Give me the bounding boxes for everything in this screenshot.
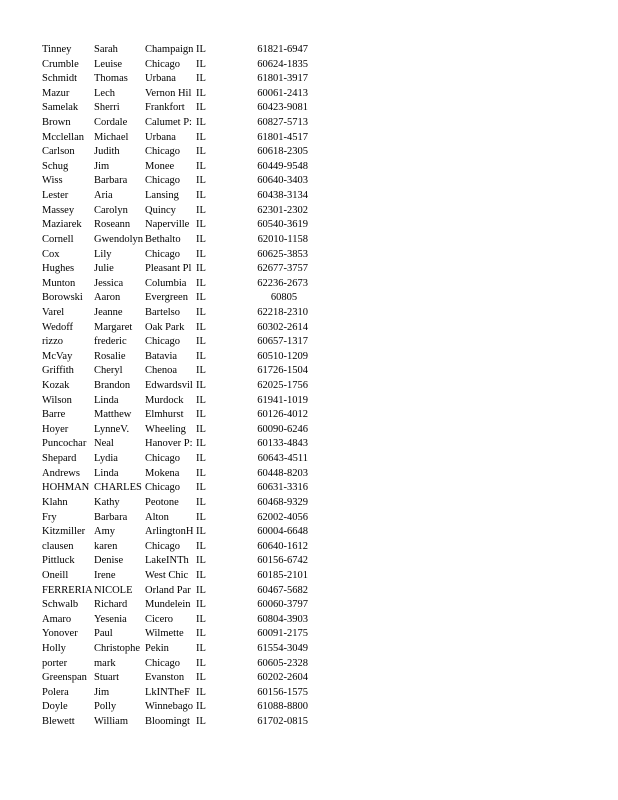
state-cell: IL [196, 277, 206, 289]
state-cell: IL [196, 87, 206, 99]
last-name-cell: Crumble [42, 58, 79, 70]
last-name-cell: rizzo [42, 336, 63, 348]
last-name-cell: Greenspan [42, 672, 87, 684]
zip-cell: 60091-2175 [257, 628, 308, 640]
state-cell: IL [196, 409, 206, 421]
state-cell: IL [196, 394, 206, 406]
first-name-cell: Yesenia [94, 613, 127, 625]
state-cell: IL [196, 365, 206, 377]
state-cell: IL [196, 131, 206, 143]
first-name-cell: Thomas [94, 73, 128, 85]
state-cell: IL [196, 453, 206, 465]
state-cell: IL [196, 380, 206, 392]
last-name-cell: Borowski [42, 292, 83, 304]
first-name-cell: Lydia [94, 453, 118, 465]
zip-cell: 60643-4511 [257, 453, 308, 465]
city-cell: Mundelein [145, 599, 191, 611]
last-name-cell: Munton [42, 277, 76, 289]
first-name-cell: Jim [94, 686, 110, 698]
zip-cell: 61702-0815 [257, 716, 308, 728]
city-cell: Chicago [145, 146, 180, 158]
first-name-cell: Kathy [94, 496, 120, 508]
state-cell: IL [196, 160, 206, 172]
city-cell: Wheeling [145, 423, 186, 435]
first-name-cell: Irene [94, 569, 116, 581]
first-name-cell: Roseann [94, 219, 131, 231]
last-name-cell: Kitzmiller [42, 526, 86, 538]
state-cell: IL [196, 584, 206, 596]
city-cell: Bloomingt [145, 716, 190, 728]
zip-cell: 61726-1504 [257, 365, 308, 377]
city-cell: Chicago [145, 657, 180, 669]
city-cell: Orland Par [145, 584, 191, 596]
city-cell: Columbia [145, 277, 187, 289]
city-cell: Alton [145, 511, 169, 523]
last-name-cell: Samelak [42, 102, 79, 114]
city-cell: Chenoa [145, 365, 178, 377]
last-name-cell: Wiss [42, 175, 63, 187]
zip-cell: 60827-5713 [257, 117, 308, 129]
last-name-cell: Carlson [42, 146, 75, 158]
last-name-cell: Schmidt [42, 73, 78, 85]
zip-cell: 60468-9329 [257, 496, 308, 508]
last-name-cell: Kozak [42, 380, 70, 392]
first-name-cell: William [94, 716, 128, 728]
first-name-cell: mark [94, 657, 116, 669]
state-cell: IL [196, 263, 206, 275]
last-name-cell: Shepard [42, 453, 77, 465]
first-name-cell: Linda [94, 467, 119, 479]
last-name-cell: Holly [42, 642, 66, 654]
last-name-cell: HOHMAN [42, 482, 90, 494]
zip-cell: 62002-4056 [257, 511, 308, 523]
state-cell: IL [196, 628, 206, 640]
first-name-cell: karen [94, 540, 118, 552]
city-cell: LakeINTh [145, 555, 189, 567]
state-cell: IL [196, 438, 206, 450]
city-cell: Cicero [145, 613, 173, 625]
city-cell: Murdock [145, 394, 184, 406]
last-name-cell: Mazur [42, 87, 70, 99]
city-cell: Evergreen [145, 292, 188, 304]
first-name-cell: Judith [94, 146, 120, 158]
zip-cell: 60133-4843 [257, 438, 308, 450]
city-cell: Lansing [145, 190, 179, 202]
city-cell: Batavia [145, 350, 178, 362]
state-cell: IL [196, 306, 206, 318]
first-name-cell: Jeanne [94, 306, 123, 318]
last-name-cell: Klahn [42, 496, 68, 508]
first-name-cell: Amy [94, 526, 115, 538]
first-name-cell: Barbara [94, 511, 128, 523]
last-name-cell: Schug [42, 160, 69, 172]
last-name-cell: Mcclellan [42, 131, 84, 143]
city-cell: Bartelso [145, 306, 180, 318]
zip-cell: 60618-2305 [257, 146, 308, 158]
city-cell: Chicago [145, 540, 180, 552]
first-name-cell: LynneV. [94, 423, 130, 435]
last-name-cell: Maziarek [42, 219, 82, 231]
first-name-cell: Sarah [94, 44, 118, 55]
last-name-cell: Yonover [42, 628, 78, 640]
city-cell: Chicago [145, 453, 180, 465]
zip-cell: 60640-1612 [257, 540, 308, 552]
state-cell: IL [196, 569, 206, 581]
zip-cell: 60156-6742 [257, 555, 308, 567]
state-cell: IL [196, 701, 206, 713]
zip-cell: 60449-9548 [257, 160, 308, 172]
state-cell: IL [196, 175, 206, 187]
state-cell: IL [196, 321, 206, 333]
first-name-cell: Lily [94, 248, 112, 260]
city-cell: Peotone [145, 496, 179, 508]
zip-cell: 62236-2673 [257, 277, 308, 289]
city-cell: Pekin [145, 642, 169, 654]
first-name-cell: Jessica [94, 277, 124, 289]
state-cell: IL [196, 219, 206, 231]
first-name-cell: Gwendolyn [94, 233, 143, 245]
city-cell: Urbana [145, 73, 176, 85]
first-name-cell: Jim [94, 160, 110, 172]
first-name-cell: Denise [94, 555, 124, 567]
city-cell: Wilmette [145, 628, 184, 640]
last-name-cell: porter [42, 657, 68, 669]
city-cell: Frankfort [145, 102, 185, 114]
first-name-cell: Lech [94, 87, 115, 99]
last-name-cell: Wedoff [42, 321, 74, 333]
zip-cell: 60061-2413 [257, 87, 308, 99]
last-name-cell: Oneill [42, 569, 69, 581]
last-name-cell: Fry [42, 511, 57, 523]
first-name-cell: Michael [94, 131, 129, 143]
last-name-cell: Wilson [42, 394, 72, 406]
zip-cell: 60467-5682 [257, 584, 308, 596]
city-cell: Vernon Hil [145, 87, 192, 99]
last-name-cell: Pittluck [42, 555, 75, 567]
city-cell: Bethalto [145, 233, 181, 245]
state-cell: IL [196, 686, 206, 698]
zip-cell: 61941-1019 [257, 394, 308, 406]
state-cell: IL [196, 555, 206, 567]
last-name-cell: Schwalb [42, 599, 79, 611]
last-name-cell: clausen [42, 540, 74, 552]
state-cell: IL [196, 102, 206, 114]
last-name-cell: Cox [42, 248, 60, 260]
state-cell: IL [196, 190, 206, 202]
state-cell: IL [196, 496, 206, 508]
state-cell: IL [196, 642, 206, 654]
first-name-cell: frederic [94, 336, 127, 348]
state-cell: IL [196, 467, 206, 479]
first-name-cell: Paul [94, 628, 113, 640]
last-name-cell: Varel [42, 306, 65, 318]
first-name-cell: Brandon [94, 380, 131, 392]
first-name-cell: CHARLES [94, 482, 142, 494]
last-name-cell: Andrews [42, 467, 80, 479]
zip-cell: 60438-3134 [257, 190, 308, 202]
zip-cell: 60510-1209 [257, 350, 308, 362]
state-cell: IL [196, 599, 206, 611]
last-name-cell: Tinney [42, 44, 72, 55]
city-cell: LkINTheF [145, 686, 190, 698]
city-cell: West Chic [145, 569, 189, 581]
zip-cell: 62677-3757 [257, 263, 308, 275]
state-cell: IL [196, 423, 206, 435]
zip-cell: 60804-3903 [257, 613, 308, 625]
zip-cell: 60540-3619 [257, 219, 308, 231]
zip-cell: 60448-8203 [257, 467, 308, 479]
city-cell: Hanover P: [145, 438, 193, 450]
city-cell: Chicago [145, 336, 180, 348]
city-cell: Chicago [145, 175, 180, 187]
city-cell: Chicago [145, 248, 180, 260]
first-name-cell: Linda [94, 394, 119, 406]
city-cell: Elmhurst [145, 409, 184, 421]
zip-cell: 62025-1756 [257, 380, 308, 392]
zip-cell: 60090-6246 [257, 423, 308, 435]
city-cell: Monee [145, 160, 175, 172]
state-cell: IL [196, 657, 206, 669]
last-name-cell: Doyle [42, 701, 68, 713]
zip-cell: 60631-3316 [257, 482, 308, 494]
first-name-cell: NICOLE [94, 584, 133, 596]
first-name-cell: Aaron [94, 292, 121, 304]
last-name-cell: Griffith [42, 365, 74, 377]
city-cell: Champaign [145, 44, 194, 55]
last-name-cell: Blewett [42, 716, 75, 728]
last-name-cell: Amaro [42, 613, 72, 625]
city-cell: Chicago [145, 58, 180, 70]
zip-cell: 60625-3853 [257, 248, 308, 260]
last-name-cell: Hoyer [42, 423, 69, 435]
last-name-cell: Lester [42, 190, 69, 202]
zip-cell: 60657-1317 [257, 336, 308, 348]
first-name-cell: Sherri [94, 102, 120, 114]
first-name-cell: Polly [94, 701, 117, 713]
zip-cell: 61801-4517 [257, 131, 308, 143]
state-cell: IL [196, 482, 206, 494]
state-cell: IL [196, 540, 206, 552]
last-name-cell: Massey [42, 204, 75, 216]
first-name-cell: Cheryl [94, 365, 123, 377]
city-cell: Pleasant Pl [145, 263, 192, 275]
state-cell: IL [196, 613, 206, 625]
city-cell: Quincy [145, 204, 176, 216]
state-cell: IL [196, 336, 206, 348]
state-cell: IL [196, 117, 206, 129]
first-name-cell: Julie [94, 263, 114, 275]
city-cell: Evanston [145, 672, 185, 684]
zip-cell: 61801-3917 [257, 73, 308, 85]
city-cell: Chicago [145, 482, 180, 494]
city-cell: Winnebago [145, 701, 193, 713]
first-name-cell: Carolyn [94, 204, 128, 216]
city-cell: ArlingtonH [145, 526, 194, 538]
last-name-cell: McVay [42, 350, 73, 362]
zip-cell: 60156-1575 [257, 686, 308, 698]
city-cell: Naperville [145, 219, 190, 231]
zip-cell: 60202-2604 [257, 672, 308, 684]
last-name-cell: FERRERIA [42, 584, 93, 596]
first-name-cell: Richard [94, 599, 128, 611]
zip-cell: 61554-3049 [257, 642, 308, 654]
last-name-cell: Hughes [42, 263, 75, 275]
state-cell: IL [196, 526, 206, 538]
state-cell: IL [196, 146, 206, 158]
zip-cell: 62010-1158 [257, 233, 308, 245]
first-name-cell: Neal [94, 438, 114, 450]
state-cell: IL [196, 233, 206, 245]
first-name-cell: Rosalie [94, 350, 126, 362]
state-cell: IL [196, 204, 206, 216]
last-name-cell: Puncochar [42, 438, 87, 450]
city-cell: Calumet P: [145, 117, 192, 129]
first-name-cell: Cordale [94, 117, 128, 129]
last-name-cell: Barre [42, 409, 66, 421]
last-name-cell: Brown [42, 117, 71, 129]
state-cell: IL [196, 292, 206, 304]
zip-cell: 60423-9081 [257, 102, 308, 114]
state-cell: IL [196, 350, 206, 362]
state-cell: IL [196, 58, 206, 70]
zip-cell: 60004-6648 [257, 526, 308, 538]
zip-cell: 62218-2310 [257, 306, 308, 318]
zip-cell: 60605-2328 [257, 657, 308, 669]
state-cell: IL [196, 716, 206, 728]
first-name-cell: Margaret [94, 321, 133, 333]
zip-cell: 62301-2302 [257, 204, 308, 216]
state-cell: IL [196, 511, 206, 523]
last-name-cell: Cornell [42, 233, 74, 245]
first-name-cell: Barbara [94, 175, 128, 187]
city-cell: Edwardsvil [145, 380, 193, 392]
zip-cell: 60185-2101 [257, 569, 308, 581]
state-cell: IL [196, 248, 206, 260]
first-name-cell: Stuart [94, 672, 120, 684]
zip-cell: 60624-1835 [257, 58, 308, 70]
state-cell: IL [196, 44, 206, 55]
first-name-cell: Christophe [94, 642, 141, 654]
zip-cell: 60126-4012 [257, 409, 308, 421]
state-cell: IL [196, 73, 206, 85]
first-name-cell: Leuise [94, 58, 122, 70]
zip-cell: 60640-3403 [257, 175, 308, 187]
city-cell: Mokena [145, 467, 180, 479]
zip-cell: 60805 [270, 292, 298, 304]
city-cell: Oak Park [145, 321, 185, 333]
last-name-cell: Polera [42, 686, 69, 698]
first-name-cell: Matthew [94, 409, 132, 421]
zip-cell: 61821-6947 [257, 44, 308, 55]
city-cell: Urbana [145, 131, 176, 143]
state-cell: IL [196, 672, 206, 684]
zip-cell: 60060-3797 [257, 599, 308, 611]
first-name-cell: Aria [94, 190, 113, 202]
zip-cell: 60302-2614 [257, 321, 308, 333]
zip-cell: 61088-8800 [257, 701, 308, 713]
